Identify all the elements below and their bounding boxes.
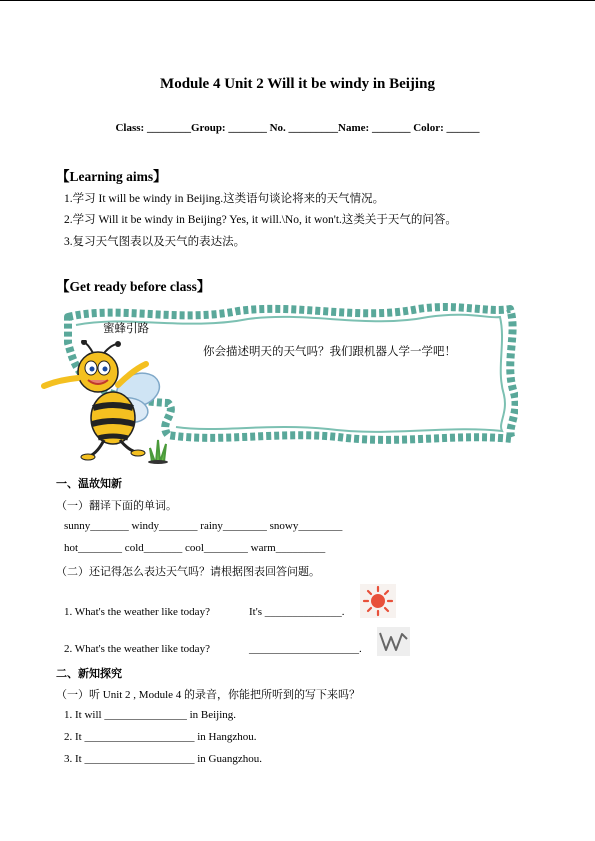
- banner-text: 你会描述明天的天气吗？我们跟机器人学一学吧！: [203, 346, 456, 358]
- class-info-line: Class: ________Group: _______ No. _________Name: _______ Color: ______: [115, 122, 480, 134]
- part1-sub2: （二）还记得怎么表达天气吗？请根据图表回答问题。: [56, 566, 320, 578]
- question-1-answer: It's ______________.: [249, 606, 345, 618]
- part2-sub1: （一）听 Unit 2 , Module 4 的录音，你能把所听到的写下来吗？: [56, 689, 361, 701]
- vocab-row-1: sunny_______ windy_______ rainy________ snowy________: [64, 520, 343, 532]
- listen-line-2: 2. It ____________________ in Hangzhou.: [64, 731, 257, 743]
- vocab-row-2: hot________ cold_______ cool________ warm_________: [64, 542, 326, 554]
- aim-item-2: 2.学习 Will it be windy in Beijing? Yes, it will.\No, it won't.这类关于天气的问答。: [64, 214, 457, 226]
- part1-sub1: （一）翻译下面的单词。: [56, 500, 177, 512]
- question-2: 2. What's the weather like today?: [64, 643, 210, 655]
- sun-icon: [360, 584, 396, 618]
- question-1: 1. What's the weather like today?: [64, 606, 210, 618]
- wind-icon: [377, 627, 410, 656]
- aim-item-1: 1.学习 It will be windy in Beijing.这类语句谈论将来的天气情况。: [64, 193, 385, 205]
- learning-aims-heading: 【Learning aims】: [56, 169, 167, 184]
- part1-heading: 一、温故知新: [56, 478, 122, 490]
- question-2-answer: ____________________.: [249, 643, 362, 655]
- aim-item-3: 3.复习天气图表以及天气的表达法。: [64, 236, 246, 248]
- get-ready-heading: 【Get ready before class】: [56, 279, 211, 294]
- banner-label: 蜜蜂引路: [103, 323, 149, 335]
- bee-illustration: [38, 340, 178, 465]
- page-top-rule: [0, 0, 595, 1]
- page-title: Module 4 Unit 2 Will it be windy in Beijing: [160, 76, 435, 92]
- listen-line-3: 3. It ____________________ in Guangzhou.: [64, 753, 262, 765]
- listen-line-1: 1. It will _______________ in Beijing.: [64, 709, 237, 721]
- part2-heading: 二、新知探究: [56, 668, 122, 680]
